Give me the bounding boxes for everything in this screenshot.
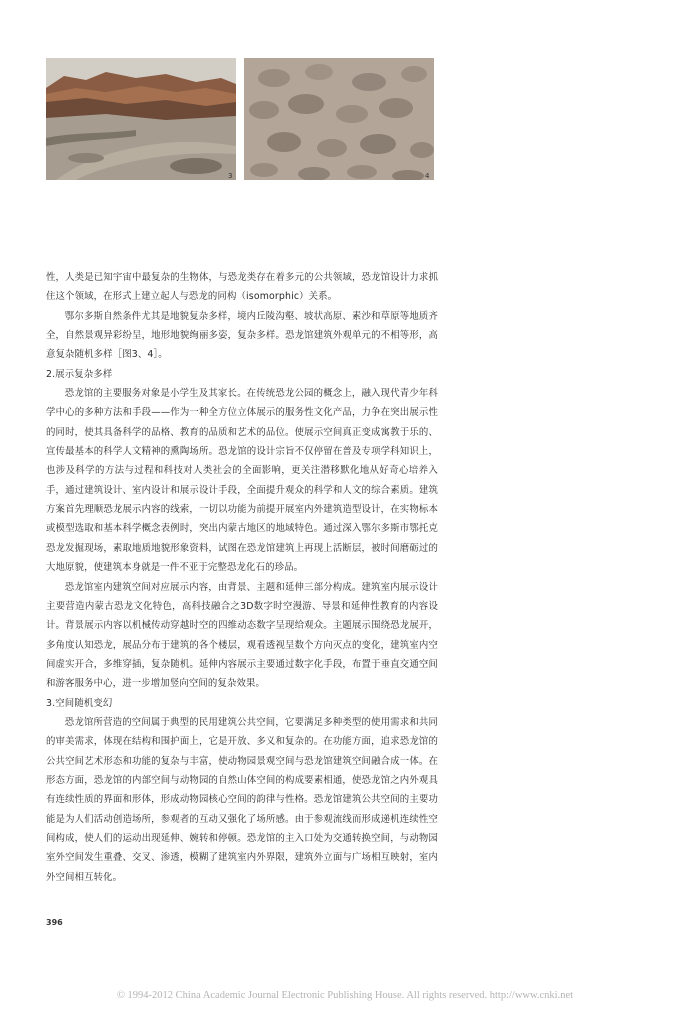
paragraph-geography: 鄂尔多斯自然条件尤其是地貌复杂多样，境内丘陵沟壑、坡状高原、素沙和草原等地质齐全，自然景观异彩纷呈，地形地貌绚丽多姿，复杂多样。恐龙馆建筑外观单元的不相等形，高意复杂随机多样［图3、4］。 <box>46 310 438 361</box>
paragraph-exhibition-purpose: 恐龙馆的主要服务对象是小学生及其家长。在传统恐龙公园的概念上，融入现代青少年科学中心的多种方法和手段——作为一种全方位立体展示的服务性文化产品，力争在突出展示性的同时，使其具备科学的品格、教育的品质和艺术的品位。使展示空间真正变成寓教于乐的、宣传最基本的科学人文精神的熏陶场所。恐龙馆的设计宗旨不仅停留在普及专项学科知识上，也涉及科学的方法与过程和科技对人类社会的全面影响，更关注潜移默化地从好奇心培养入手，通过建筑设计、室内设计和展示设计手段，全面提升观众的科学和人文的综合素质。建筑方案首先理顺恐龙展示内容的线索，一切以功能为前提开展室内外建筑造型设计，在实物标本或模型选取和基本科学概念表例时，突出内蒙古地区的地域特色。通过深入鄂尔多斯市鄂托克恐龙发掘现场，素取地质地貌形象资料，试图在恐龙馆建筑上再现上活断层，被时间磨砺过的大地原貌，使建筑本身就是一件不亚于完整恐龙化石的珍品。 <box>46 388 438 574</box>
figure-number-3: 3 <box>228 172 233 180</box>
article-body-text <box>46 268 438 887</box>
dinosaur-footprints-image <box>244 58 434 180</box>
paragraph-interior-space: 恐龙馆室内建筑空间对应展示内容，由背景、主题和延伸三部分构成。建筑室内展示设计主要营造内蒙古恐龙文化特色，高科技融合之3D数字时空漫游、导景和延伸性教育的内容设计。背景展示内容以机械传动穿越时空的四维动态数字呈现给观众。主题展示围绕恐龙展开，多角度认知恐龙，展品分布于建筑的各个楼层，观看透视呈数个方向灭点的变化，建筑室内空间虚实开合，多维穿插，复杂随机。延伸内容展示主要通过数字化手段，布置于垂直交通空间和游客服务中心，进一步增加竖向空间的复杂效果。 <box>46 581 438 690</box>
figure-4-photo-dinosaur-footprints <box>244 58 434 180</box>
section-heading-exhibition: 2.展示复杂多样 <box>46 368 113 380</box>
copyright-footer: © 1994-2012 China Academic Journal Electronic Publishing House. All rights reserved. http://www.cnki.net <box>116 990 574 1001</box>
page-number: 396 <box>46 918 63 927</box>
figure-number-4: 4 <box>425 172 430 180</box>
section-heading-space: 3.空间随机变幻 <box>46 697 113 709</box>
paragraph-public-space: 恐龙馆所营造的空间属于典型的民用建筑公共空间，它要满足多种类型的使用需求和共同的审美需求，体现在结构和围护面上，它是开放、多义和复杂的。在功能方面，追求恐龙馆的公共空间艺术形态和功能的复杂与丰富，使动物园景观空间与恐龙馆建筑空间融合成一体。在形态方面，恐龙馆的内部空间与动物园的自然山体空间的构成要素相通，使恐龙馆之内外观具有连续性质的界面和形体，形成动物园核心空间的韵律与性格。恐龙馆建筑公共空间的主要功能是为人们活动创造场所，参观者的互动又强化了场所感。由于参观流线而形成递机连续性空间构成，使人们的运动出现延伸、婉转和停顿。恐龙馆的主入口处为交通转换空间，与动物园室外空间发生重叠、交叉、渗透，模糊了建筑室内外界限，建筑外立面与广场相互映射，室内外空间相互转化。 <box>46 716 438 883</box>
paragraph-continuation: 性，人类是已知宇宙中最复杂的生物体，与恐龙类存在着多元的公共领域，恐龙馆设计力求抓住这个领域，在形式上建立起人与恐龙的同构（isomorphic）关系。 <box>46 272 438 303</box>
canyon-landscape-image <box>46 58 236 180</box>
figure-3-photo-canyon-landscape <box>46 58 236 180</box>
